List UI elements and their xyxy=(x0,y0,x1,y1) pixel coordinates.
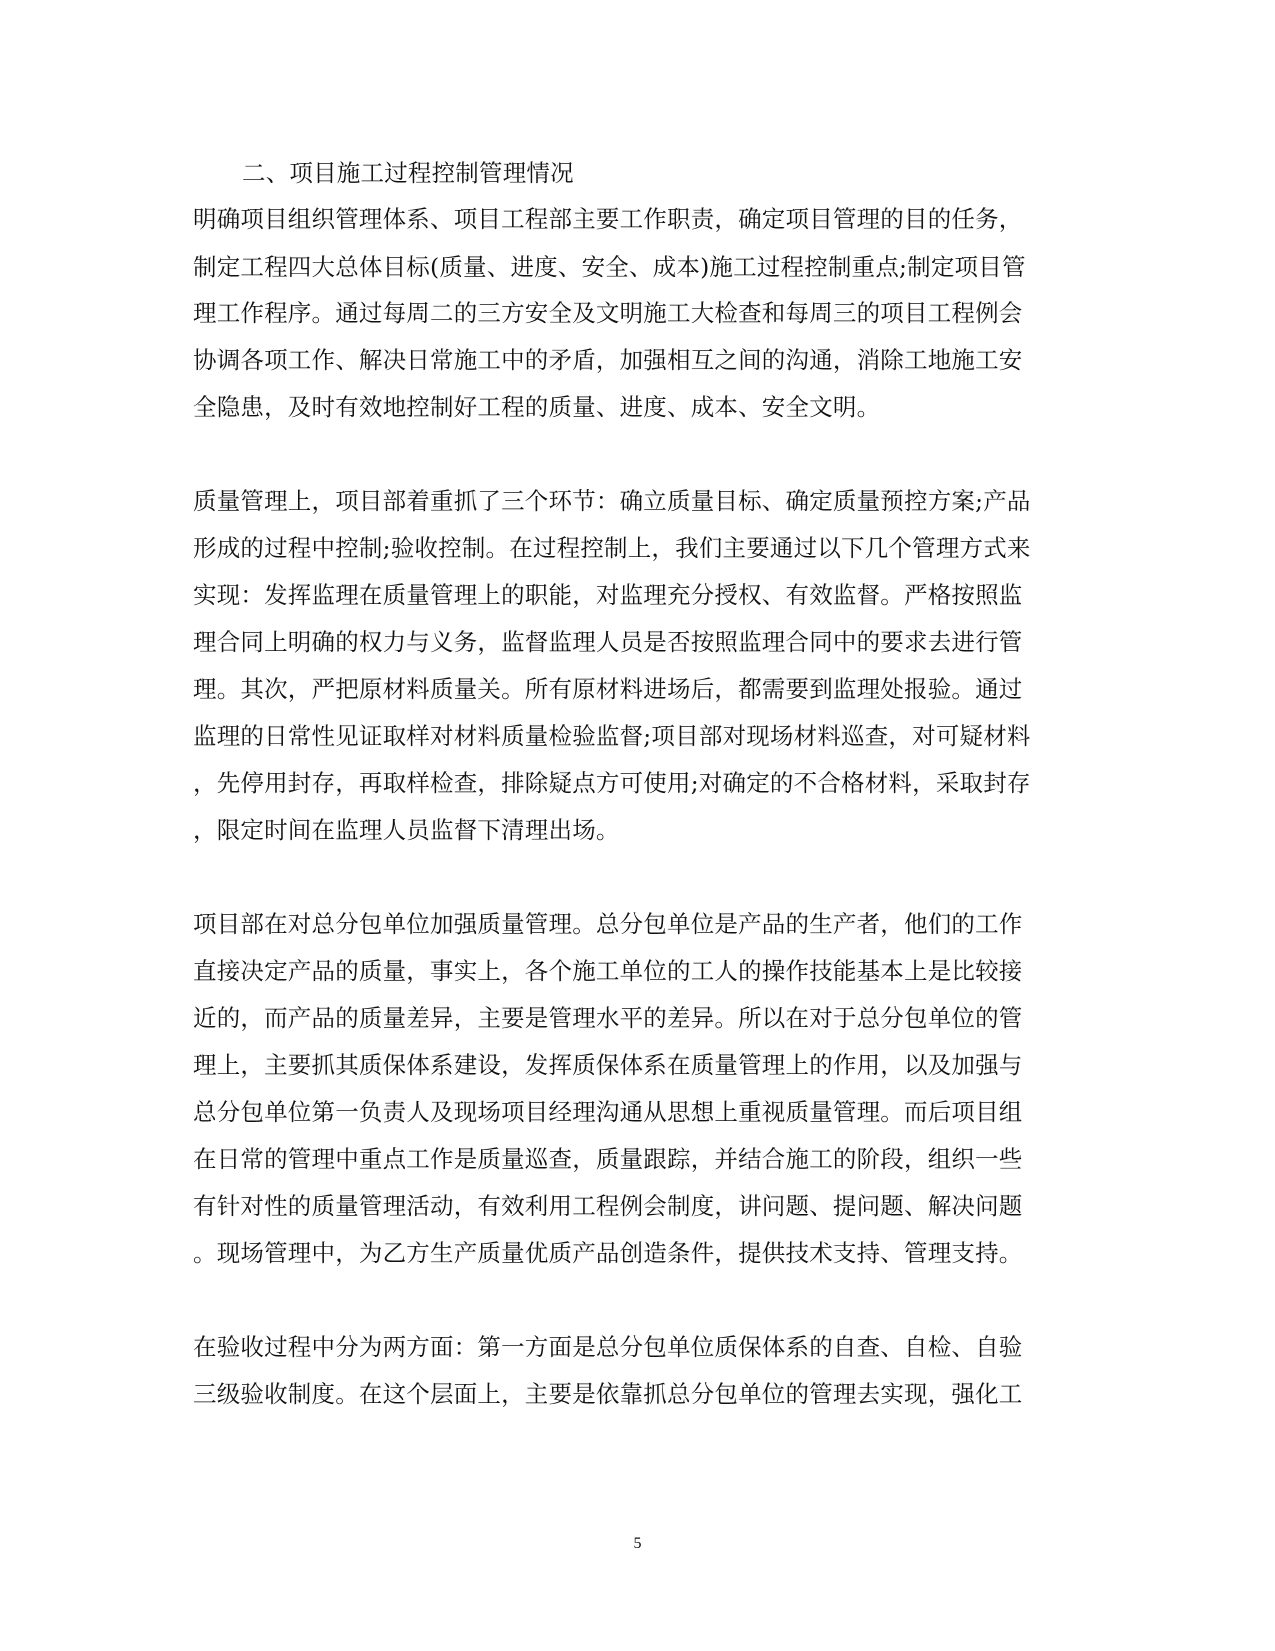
paragraph-4-line-2: 三级验收制度。在这个层面上，主要是依靠抓总分包单位的管理去实现，强化工 xyxy=(193,1380,1023,1408)
paragraph-2-line-1: 质量管理上，项目部着重抓了三个环节：确立质量目标、确定质量预控方案;产品 xyxy=(193,487,1031,515)
paragraph-3-line-3: 近的，而产品的质量差异，主要是管理水平的差异。所以在对于总分包单位的管 xyxy=(193,1004,1023,1032)
paragraph-3-line-2: 直接决定产品的质量，事实上，各个施工单位的工人的操作技能基本上是比较接 xyxy=(193,957,1023,985)
paragraph-1-line-4: 协调各项工作、解决日常施工中的矛盾，加强相互之间的沟通，消除工地施工安 xyxy=(193,346,1023,374)
paragraph-3-line-6: 在日常的管理中重点工作是质量巡查，质量跟踪，并结合施工的阶段，组织一些 xyxy=(193,1145,1023,1173)
paragraph-3-line-7: 有针对性的质量管理活动，有效利用工程例会制度，讲问题、提问题、解决问题 xyxy=(193,1192,1023,1220)
paragraph-1-line-5: 全隐患，及时有效地控制好工程的质量、进度、成本、安全文明。 xyxy=(193,393,881,421)
paragraph-2-line-4: 理合同上明确的权力与义务，监督监理人员是否按照监理合同中的要求去进行管 xyxy=(193,628,1023,656)
paragraph-3-line-5: 总分包单位第一负责人及现场项目经理沟通从思想上重视质量管理。而后项目组 xyxy=(193,1098,1023,1126)
paragraph-2-line-5: 理。其次，严把原材料质量关。所有原材料进场后，都需要到监理处报验。通过 xyxy=(193,675,1023,703)
paragraph-2-line-8: ，限定时间在监理人员监督下清理出场。 xyxy=(193,816,620,844)
paragraph-2-line-6: 监理的日常性见证取样对材料质量检验监督;项目部对现场材料巡查，对可疑材料 xyxy=(193,722,1031,750)
paragraph-3-line-8: 。现场管理中，为乙方生产质量优质产品创造条件，提供技术支持、管理支持。 xyxy=(193,1239,1023,1267)
paragraph-1-line-2: 制定工程四大总体目标(质量、进度、安全、成本)施工过程控制重点;制定项目管 xyxy=(193,253,1026,281)
paragraph-3-line-4: 理上，主要抓其质保体系建设，发挥质保体系在质量管理上的作用，以及加强与 xyxy=(193,1051,1023,1079)
paragraph-2-line-2: 形成的过程中控制;验收控制。在过程控制上，我们主要通过以下几个管理方式来 xyxy=(193,534,1031,562)
paragraph-1-line-3: 理工作程序。通过每周二的三方安全及文明施工大检查和每周三的项目工程例会 xyxy=(193,299,1023,327)
section-heading: 二、项目施工过程控制管理情况 xyxy=(242,159,574,187)
paragraph-1-line-1: 明确项目组织管理体系、项目工程部主要工作职责，确定项目管理的目的任务， xyxy=(193,205,1023,233)
paragraph-2-line-7: ，先停用封存，再取样检查，排除疑点方可使用;对确定的不合格材料，采取封存 xyxy=(193,769,1031,797)
paragraph-4-line-1: 在验收过程中分为两方面：第一方面是总分包单位质保体系的自查、自检、自验 xyxy=(193,1333,1023,1361)
page-number: 5 xyxy=(633,1535,642,1552)
paragraph-3-line-1: 项目部在对总分包单位加强质量管理。总分包单位是产品的生产者，他们的工作 xyxy=(193,910,1023,938)
paragraph-2-line-3: 实现：发挥监理在质量管理上的职能，对监理充分授权、有效监督。严格按照监 xyxy=(193,581,1023,609)
